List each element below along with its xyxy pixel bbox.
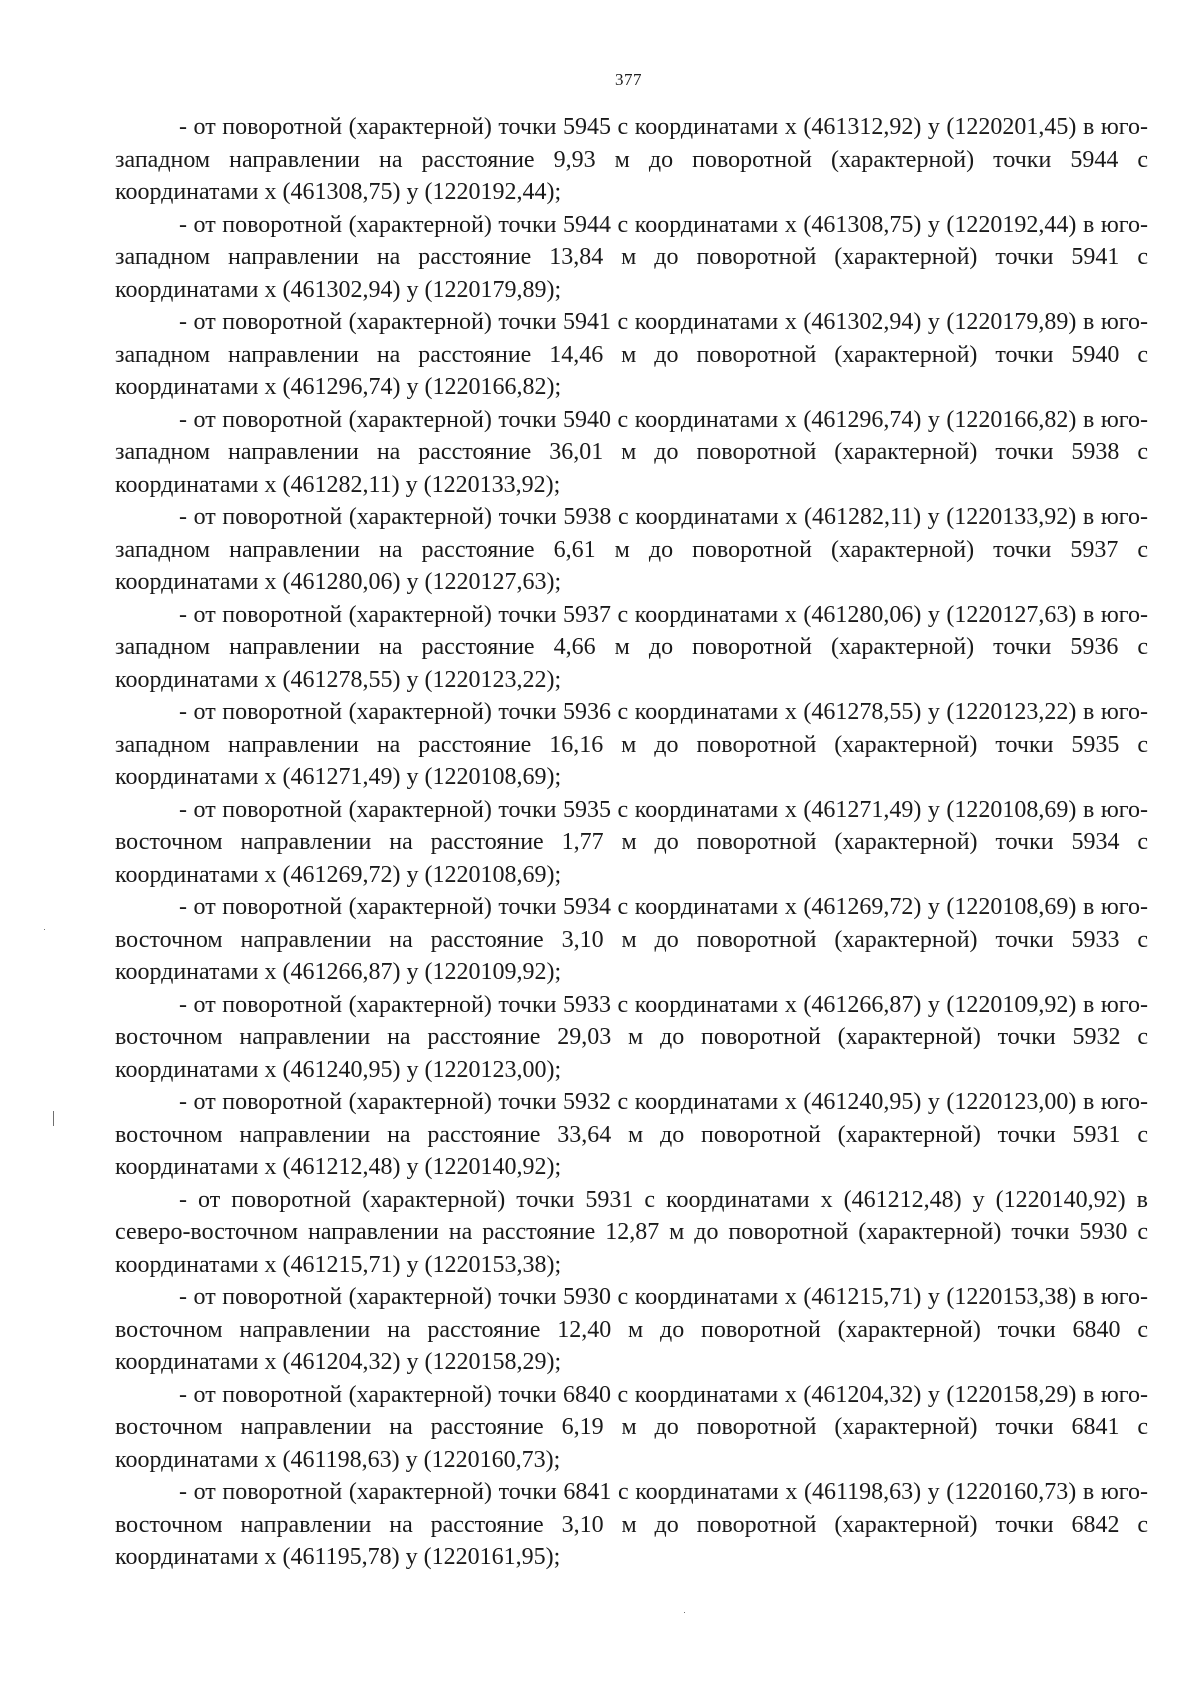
boundary-clause: - от поворотной (характерной) точки 5932 с координатами х (461240,95) у (1220123,00) в юго-восточном направлении на расстояние 33,64 м до поворотной (характерной) точки 5931 с координатами х (461212,48) у (1220140,92); (115, 1089, 1148, 1180)
boundary-clause: - от поворотной (характерной) точки 5933 с координатами х (461266,87) у (1220109,92) в юго-восточном направлении на расстояние 29,03 м до поворотной (характерной) точки 5932 с координатами х (461240,95) у (1220123,00); (115, 991, 1148, 1083)
page-number: 377 (615, 70, 642, 89)
boundary-clause: - от поворотной (характерной) точки 5935 с координатами х (461271,49) у (1220108,69) в юго-восточном направлении на расстояние 1,77 м до поворотной (характерной) точки 5934 с координатами х (461269,72) у (1220108,69); (115, 796, 1148, 888)
boundary-clause: - от поворотной (характерной) точки 5944 с координатами х (461308,75) у (1220192,44) в юго-западном направлении на расстояние 13,84 м до поворотной (характерной) точки 5941 с координатами х (461302,94) у (1220179,89); (115, 211, 1148, 303)
boundary-clause: - от поворотной (характерной) точки 5934 с координатами х (461269,72) у (1220108,69) в юго-восточном направлении на расстояние 3,10 м до поворотной (характерной) точки 5933 с координатами х (461266,87) у (1220109,92); (115, 894, 1148, 985)
scan-mark (53, 1111, 54, 1126)
boundary-clause: - от поворотной (характерной) точки 5937 с координатами х (461280,06) у (1220127,63) в юго-западном направлении на расстояние 4,66 м до поворотной (характерной) точки 5936 с координатами х (461278,55) у (1220123,22); (115, 601, 1148, 693)
boundary-clause: - от поворотной (характерной) точки 5931 с координатами х (461212,48) у (1220140,92) в северо-восточном направлении на расстояние 12,87 м до поворотной (характерной) точки 5930 с координатами х (461215,71) у (1220153,38); (115, 1186, 1148, 1278)
boundary-clause: - от поворотной (характерной) точки 5930 с координатами х (461215,71) у (1220153,38) в юго-восточном направлении на расстояние 12,40 м до поворотной (характерной) точки 6840 с координатами х (461204,32) у (1220158,29); (115, 1284, 1148, 1375)
scan-mark (44, 929, 45, 930)
boundary-clause: - от поворотной (характерной) точки 5941 с координатами х (461302,94) у (1220179,89) в юго-западном направлении на расстояние 14,46 м до поворотной (характерной) точки 5940 с координатами х (461296,74) у (1220166,82); (115, 309, 1148, 400)
boundary-clause: - от поворотной (характерной) точки 5940 с координатами х (461296,74) у (1220166,82) в юго-западном направлении на расстояние 36,01 м до поворотной (характерной) точки 5938 с координатами х (461282,11) у (1220133,92); (115, 406, 1148, 498)
boundary-clause: - от поворотной (характерной) точки 5938 с координатами х (461282,11) у (1220133,92) в юго-западном направлении на расстояние 6,61 м до поворотной (характерной) точки 5937 с координатами х (461280,06) у (1220127,63); (115, 504, 1148, 595)
boundary-clause: - от поворотной (характерной) точки 6841 с координатами х (461198,63) у (1220160,73) в юго-восточном направлении на расстояние 3,10 м до поворотной (характерной) точки 6842 с координатами х (461195,78) у (1220161,95); (115, 1479, 1148, 1570)
boundary-clause: - от поворотной (характерной) точки 5945 с координатами х (461312,92) у (1220201,45) в юго-западном направлении на расстояние 9,93 м до поворотной (характерной) точки 5944 с координатами х (461308,75) у (1220192,44); (115, 114, 1148, 205)
document-body (115, 111, 1148, 1574)
boundary-clause: - от поворотной (характерной) точки 6840 с координатами х (461204,32) у (1220158,29) в юго-восточном направлении на расстояние 6,19 м до поворотной (характерной) точки 6841 с координатами х (461198,63) у (1220160,73); (115, 1381, 1148, 1473)
boundary-clause: - от поворотной (характерной) точки 5936 с координатами х (461278,55) у (1220123,22) в юго-западном направлении на расстояние 16,16 м до поворотной (характерной) точки 5935 с координатами х (461271,49) у (1220108,69); (115, 699, 1148, 790)
scan-mark (684, 1612, 685, 1613)
